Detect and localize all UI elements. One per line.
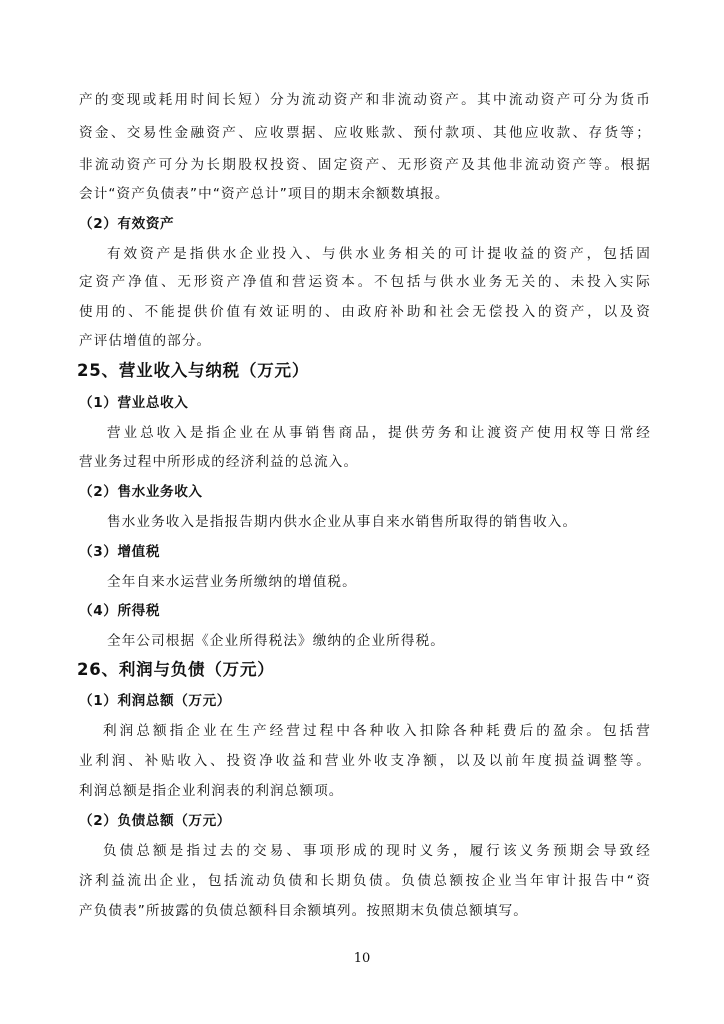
section-heading-26: 26、利润与负债（万元）	[77, 660, 275, 679]
paragraph-line: 业利润、补贴收入、投资净收益和营业外收支净额，以及以前年度损益调整等。	[79, 753, 651, 769]
paragraph-line: 负债总额是指过去的交易、事项形成的现时义务，履行该义务预期会导致经	[103, 843, 651, 859]
paragraph-line: 非流动资产可分为长期股权投资、固定资产、无形资产及其他非流动资产等。根据	[79, 157, 651, 173]
subheading-effective-assets: （2）有效资产	[79, 216, 175, 232]
paragraph-line: 定资产净值、无形资产净值和营运资本。不包括与供水业务无关的、未投入实际	[79, 274, 651, 290]
subheading-total-profit: （1）利润总额（万元）	[79, 693, 231, 709]
paragraph-line: 使用的、不能提供价值有效证明的、由政府补助和社会无偿投入的资产，以及资	[79, 304, 651, 320]
paragraph-line: 会计“资产负债表”中“资产总计”项目的期末余额数填报。	[79, 186, 450, 202]
section-heading-25: 25、营业收入与纳税（万元）	[77, 361, 310, 380]
subheading-income-tax: （4）所得税	[79, 603, 161, 619]
paragraph-line: 营业务过程中所形成的经济利益的总流入。	[79, 454, 359, 470]
paragraph-line: 营业总收入是指企业在从事销售商品，提供劳务和让渡资产使用权等日常经	[107, 425, 651, 441]
paragraph-line: 资金、交易性金融资产、应收票据、应收账款、预付款项、其他应收款、存货等；	[79, 125, 651, 141]
paragraph-line: 利润总额是指企业利润表的利润总额项。	[79, 783, 344, 799]
paragraph-line: 利润总额指企业在生产经营过程中各种收入扣除各种耗费后的盈余。包括营	[103, 723, 651, 739]
subheading-total-liabilities: （2）负债总额（万元）	[79, 813, 231, 829]
paragraph-line: 产负债表”所披露的负债总额科目余额填列。按照期末负债总额填写。	[79, 903, 528, 919]
subheading-vat: （3）增值税	[79, 544, 161, 560]
paragraph-line: 产的变现或耗用时间长短）分为流动资产和非流动资产。其中流动资产可分为货币	[79, 92, 651, 108]
paragraph-line: 全年公司根据《企业所得税法》缴纳的企业所得税。	[107, 633, 445, 649]
paragraph-line: 产评估增值的部分。	[79, 333, 212, 349]
page-number: 10	[353, 951, 371, 966]
subheading-total-revenue: （1）营业总收入	[79, 395, 189, 411]
paragraph-line: 济利益流出企业，包括流动负债和长期负债。负债总额按企业当年审计报告中“资	[79, 873, 651, 889]
paragraph-line: 全年自来水运营业务所缴纳的增值税。	[107, 574, 357, 590]
paragraph-line: 售水业务收入是指报告期内供水企业从事自来水销售所取得的销售收入。	[107, 514, 578, 530]
paragraph-line: 有效资产是指供水企业投入、与供水业务相关的可计提收益的资产，包括固	[107, 246, 651, 262]
subheading-water-sales: （2）售水业务收入	[79, 484, 203, 500]
